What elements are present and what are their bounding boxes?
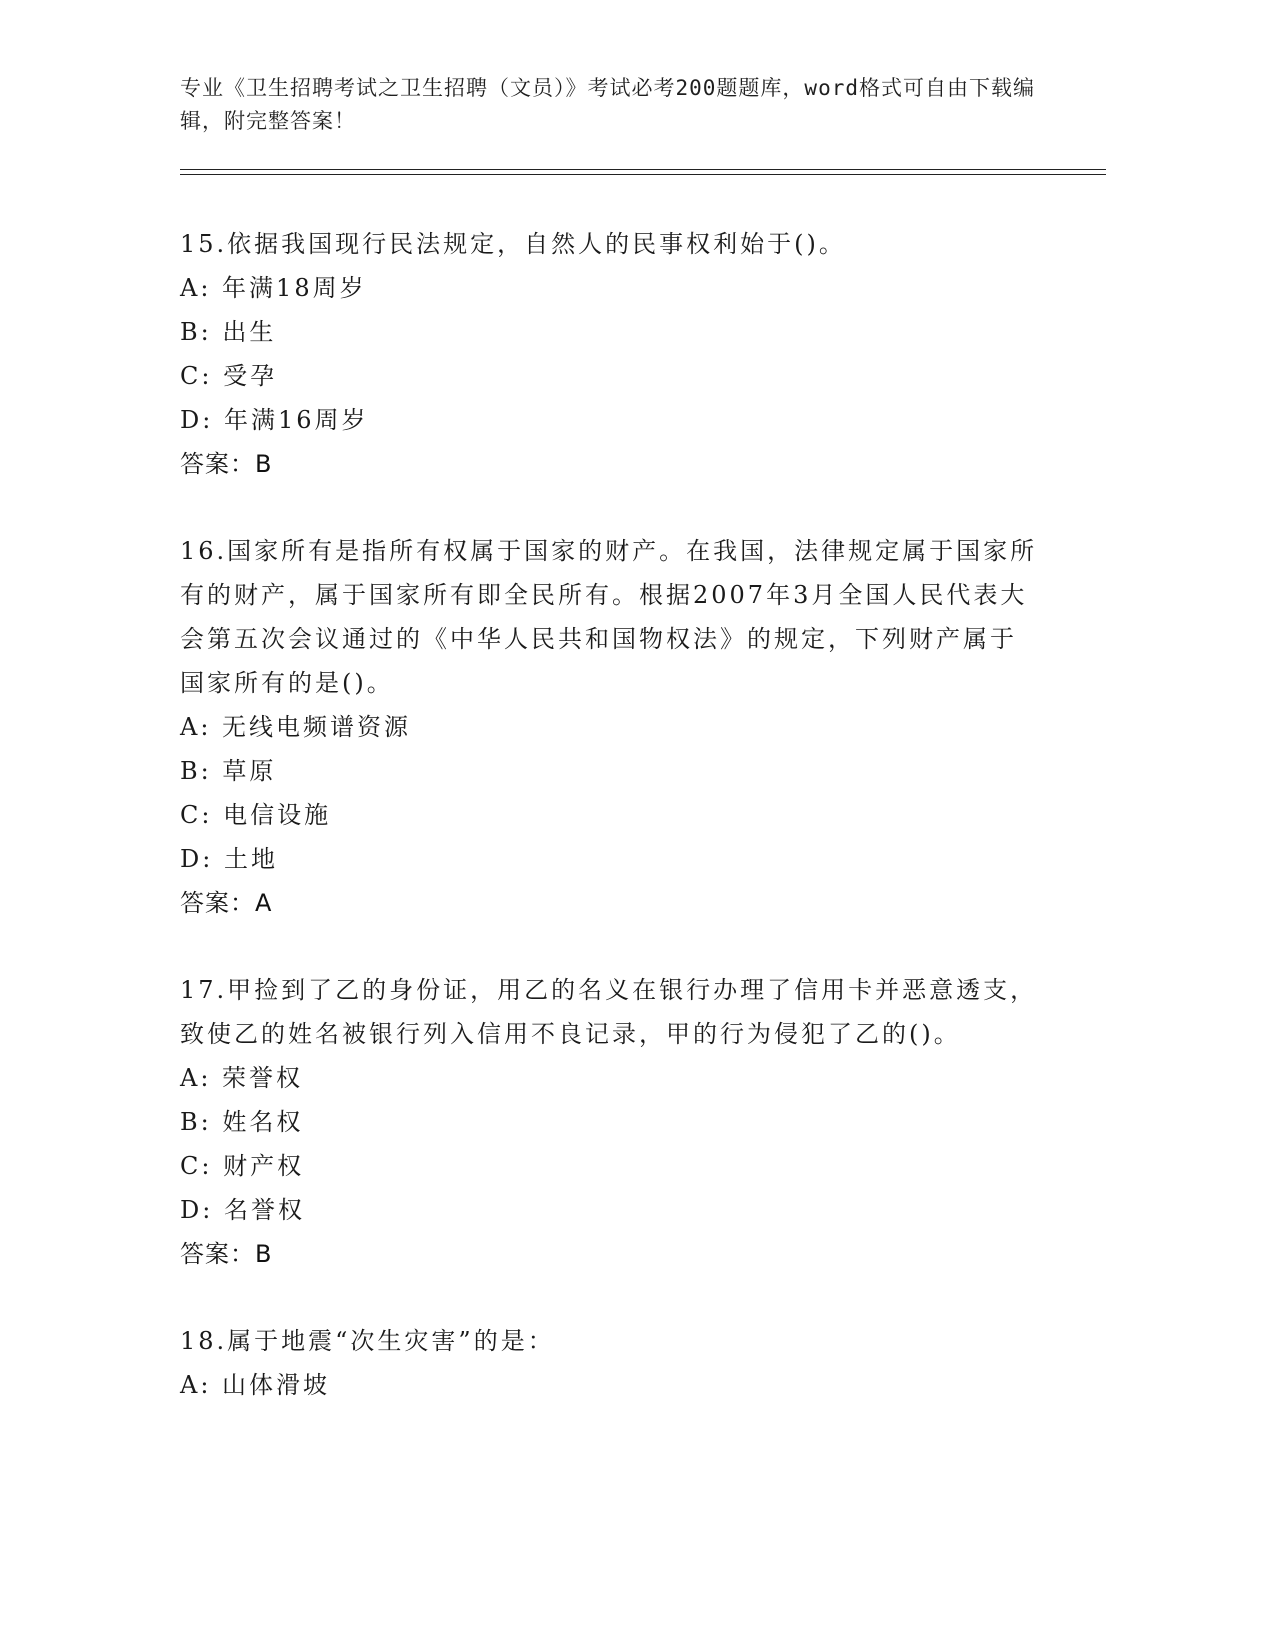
option-b: B: 姓名权 (180, 1108, 304, 1136)
question-17 (180, 968, 1040, 1276)
question-stem: 16.国家所有是指所有权属于国家的财产。在我国，法律规定属于国家所有的财产，属于国家所有即全民所有。根据2007年3月全国人民代表大会第五次会议通过的《中华人民共和国物权法》的规定，下列财产属于国家所有的是()。 (180, 537, 1038, 697)
option-b: B: 出生 (180, 318, 277, 346)
option-a: A: 山体滑坡 (180, 1371, 331, 1399)
header-divider-bottom (180, 174, 1106, 175)
option-d: D: 名誉权 (180, 1196, 305, 1224)
option-d: D: 土地 (180, 845, 278, 873)
answer-line: 答案：A (180, 889, 273, 917)
option-a: A: 年满18周岁 (180, 274, 367, 302)
question-16 (180, 529, 1040, 925)
option-d: D: 年满16周岁 (180, 406, 369, 434)
option-c: C: 财产权 (180, 1152, 305, 1180)
option-a: A: 无线电频谱资源 (180, 713, 412, 741)
question-list (180, 222, 1040, 1450)
question-15 (180, 222, 1040, 486)
document-header: 专业《卫生招聘考试之卫生招聘（文员）》考试必考200题题库，word格式可自由下载编辑，附完整答案！ (180, 76, 1035, 133)
question-stem: 17.甲捡到了乙的身份证，用乙的名义在银行办理了信用卡并恶意透支，致使乙的姓名被银行列入信用不良记录，甲的行为侵犯了乙的()。 (180, 976, 1038, 1048)
option-b: B: 草原 (180, 757, 277, 785)
answer-line: 答案：B (180, 450, 273, 478)
option-c: C: 电信设施 (180, 801, 332, 829)
question-stem: 15.依据我国现行民法规定，自然人的民事权利始于()。 (180, 230, 846, 258)
answer-line: 答案：B (180, 1240, 273, 1268)
header-divider-top (180, 169, 1106, 170)
question-18 (180, 1319, 1040, 1407)
option-c: C: 受孕 (180, 362, 278, 390)
option-a: A: 荣誉权 (180, 1064, 304, 1092)
question-stem: 18.属于地震“次生灾害”的是： (180, 1327, 555, 1355)
